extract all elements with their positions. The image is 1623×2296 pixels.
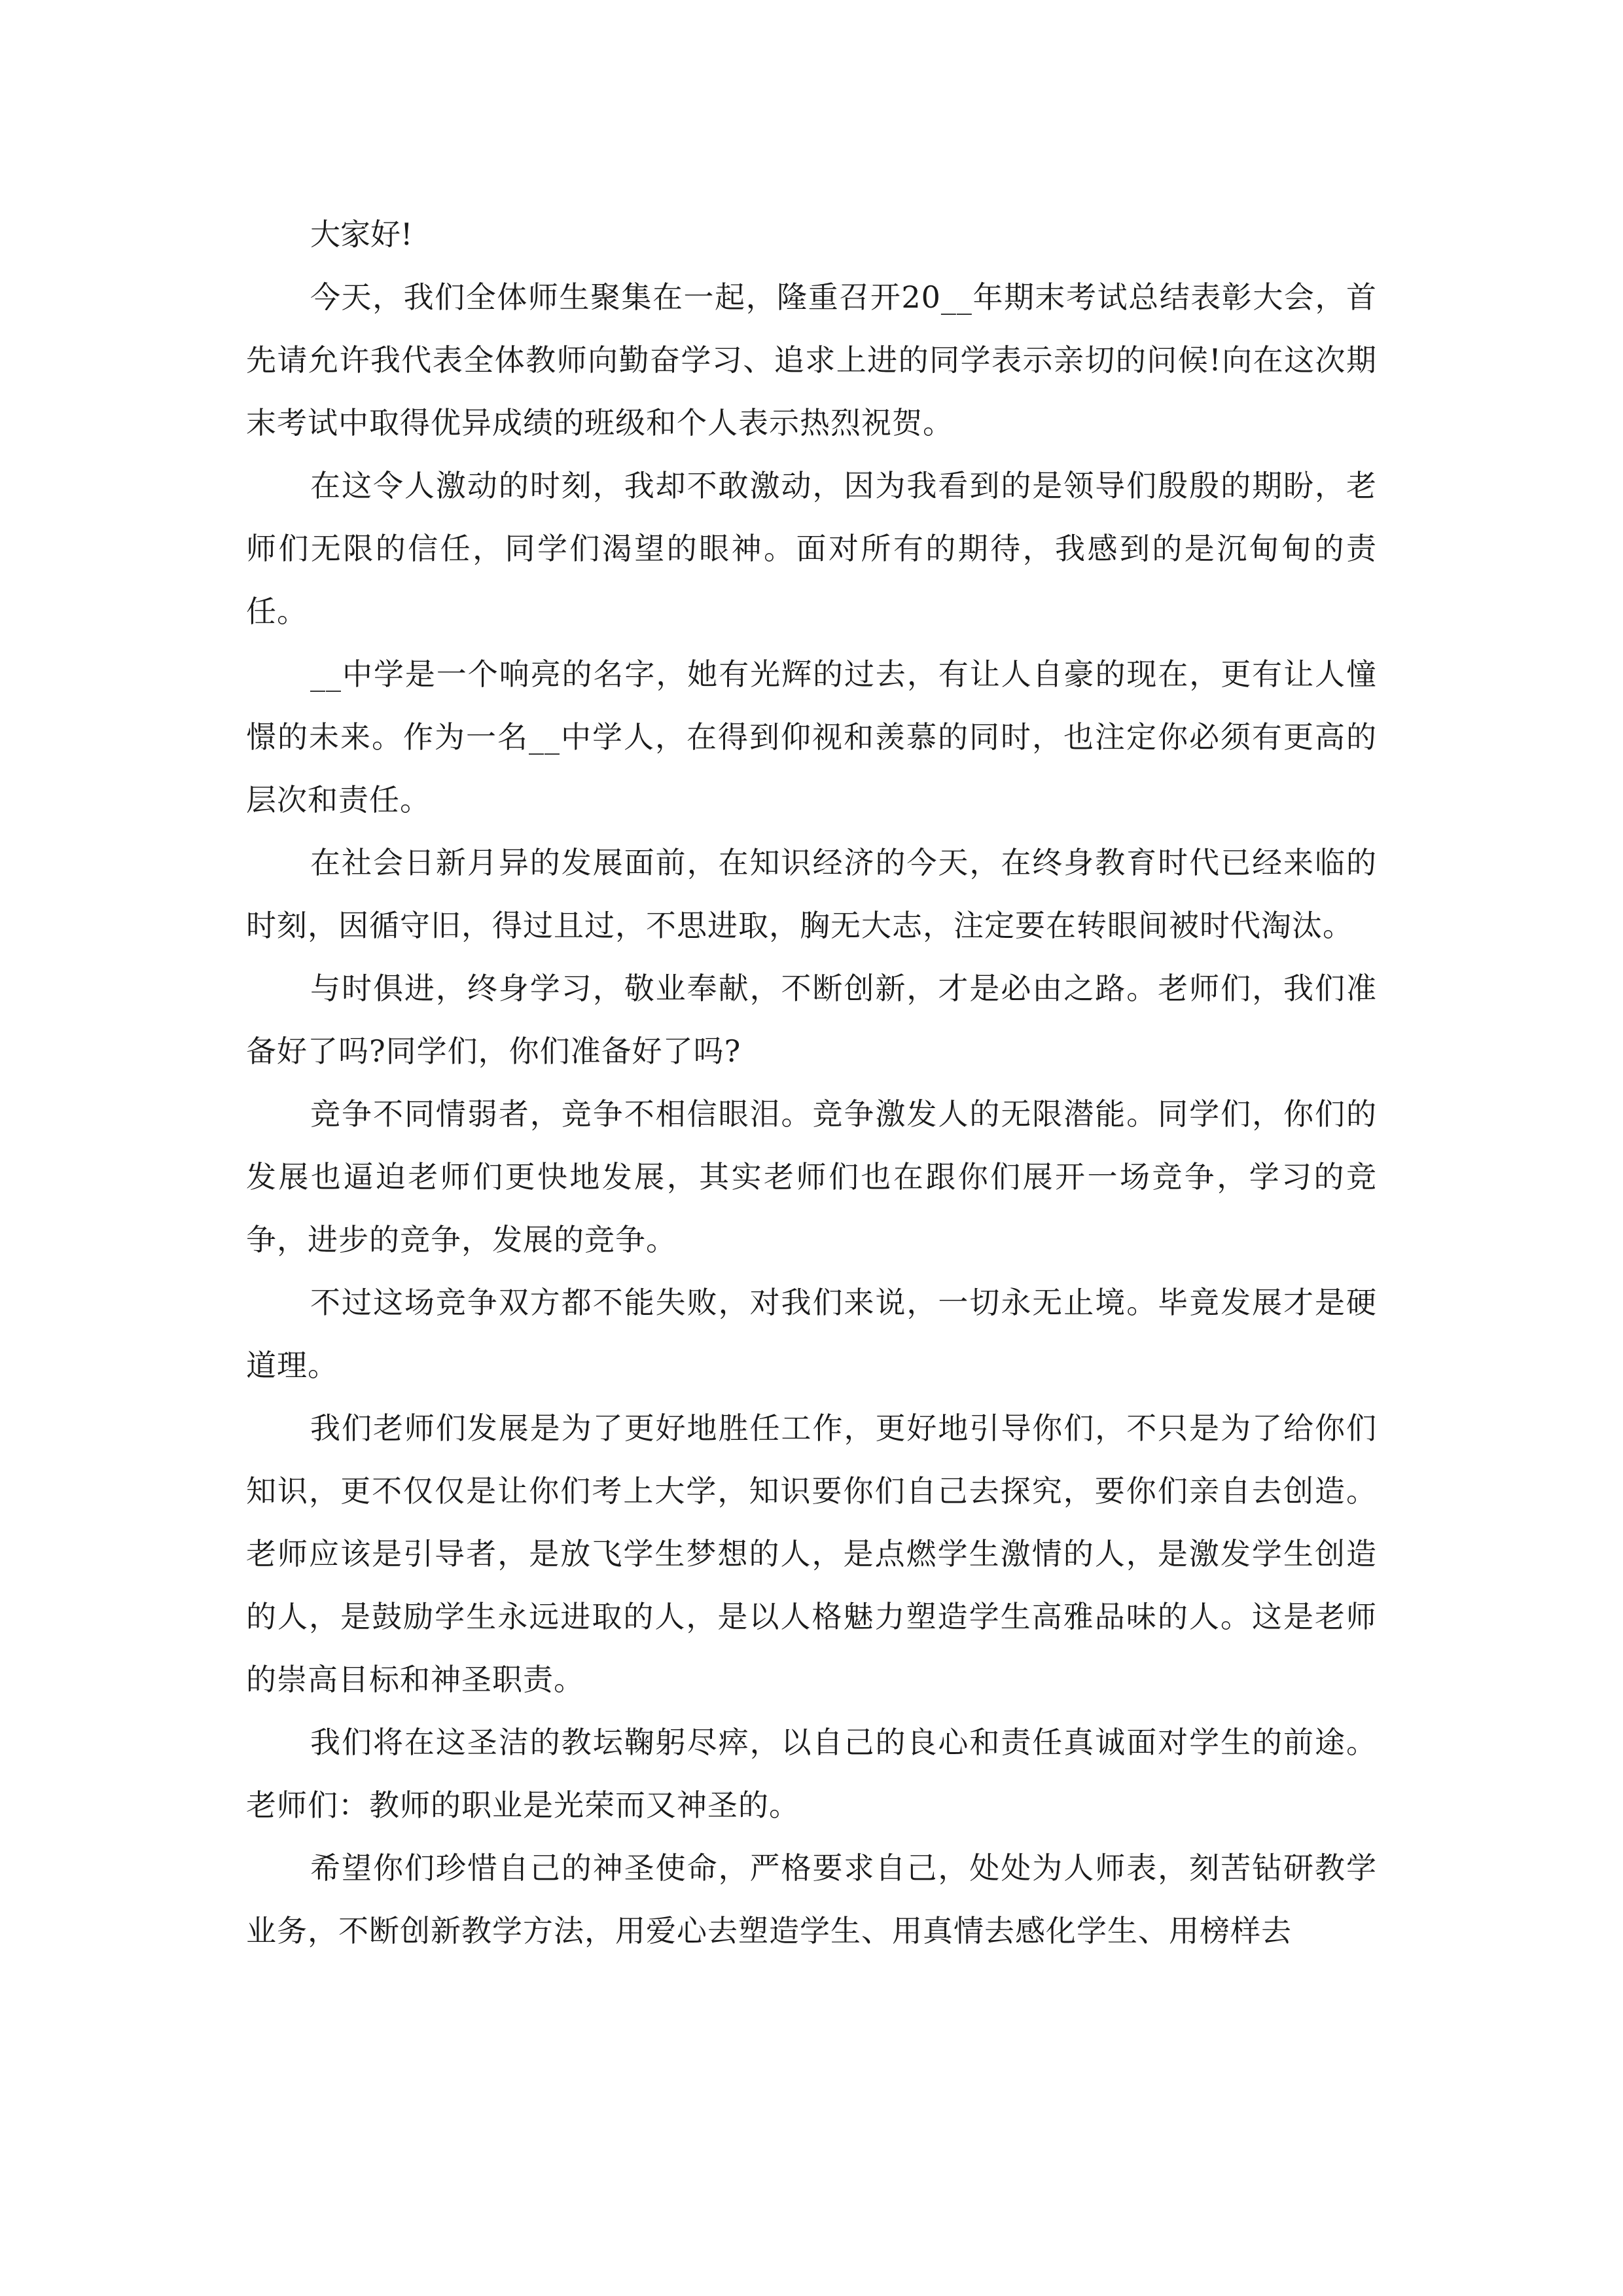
greeting-line: 大家好! bbox=[310, 217, 413, 252]
paragraph-7: 不过这场竞争双方都不能失败，对我们来说，一切永无止境。毕竟发展才是硬道理。 bbox=[246, 1285, 1377, 1383]
paragraph-6: 竞争不同情弱者，竞争不相信眼泪。竞争激发人的无限潜能。同学们，你们的发展也逼迫老师们更快地发展，其实老师们也在跟你们展开一场竞争，学习的竞争，进步的竞争，发展的竞争。 bbox=[246, 1096, 1377, 1257]
paragraph-10: 希望你们珍惜自己的神圣使命，严格要求自己，处处为人师表，刻苦钻研教学业务，不断创新教学方法，用爱心去塑造学生、用真情去感化学生、用榜样去 bbox=[246, 1850, 1377, 1948]
paragraph-3: __中学是一个响亮的名字，她有光辉的过去，有让人自豪的现在，更有让人憧憬的未来。作为一名__中学人，在得到仰视和羡慕的同时，也注定你必须有更高的层次和责任。 bbox=[246, 656, 1377, 817]
paragraph-4: 在社会日新月异的发展面前，在知识经济的今天，在终身教育时代已经来临的时刻，因循守旧，得过且过，不思进取，胸无大志，注定要在转眼间被时代淘汰。 bbox=[246, 845, 1377, 943]
paragraph-5: 与时俱进，终身学习，敬业奉献，不断创新，才是必由之路。老师们，我们准备好了吗?同学们，你们准备好了吗? bbox=[246, 971, 1377, 1069]
document-page bbox=[246, 203, 1377, 1962]
paragraph-9: 我们将在这圣洁的教坛鞠躬尽瘁，以自己的良心和责任真诚面对学生的前途。老师们：教师的职业是光荣而又神圣的。 bbox=[246, 1725, 1377, 1823]
paragraph-8: 我们老师们发展是为了更好地胜任工作，更好地引导你们，不只是为了给你们知识，更不仅仅是让你们考上大学，知识要你们自己去探究，要你们亲自去创造。老师应该是引导者，是放飞学生梦想的人，是点燃学生激情的人，是激发学生创造的人，是鼓励学生永远进取的人，是以人格魅力塑造学生高雅品味的人。这是老师的崇高目标和神圣职责。 bbox=[246, 1410, 1377, 1697]
paragraph-1: 今天，我们全体师生聚集在一起，隆重召开20__年期末考试总结表彰大会，首先请允许我代表全体教师向勤奋学习、追求上进的同学表示亲切的问候!向在这次期末考试中取得优异成绩的班级和个人表示热烈祝贺。 bbox=[246, 279, 1377, 440]
paragraph-2: 在这令人激动的时刻，我却不敢激动，因为我看到的是领导们殷殷的期盼，老师们无限的信任，同学们渴望的眼神。面对所有的期待，我感到的是沉甸甸的责任。 bbox=[246, 468, 1377, 629]
